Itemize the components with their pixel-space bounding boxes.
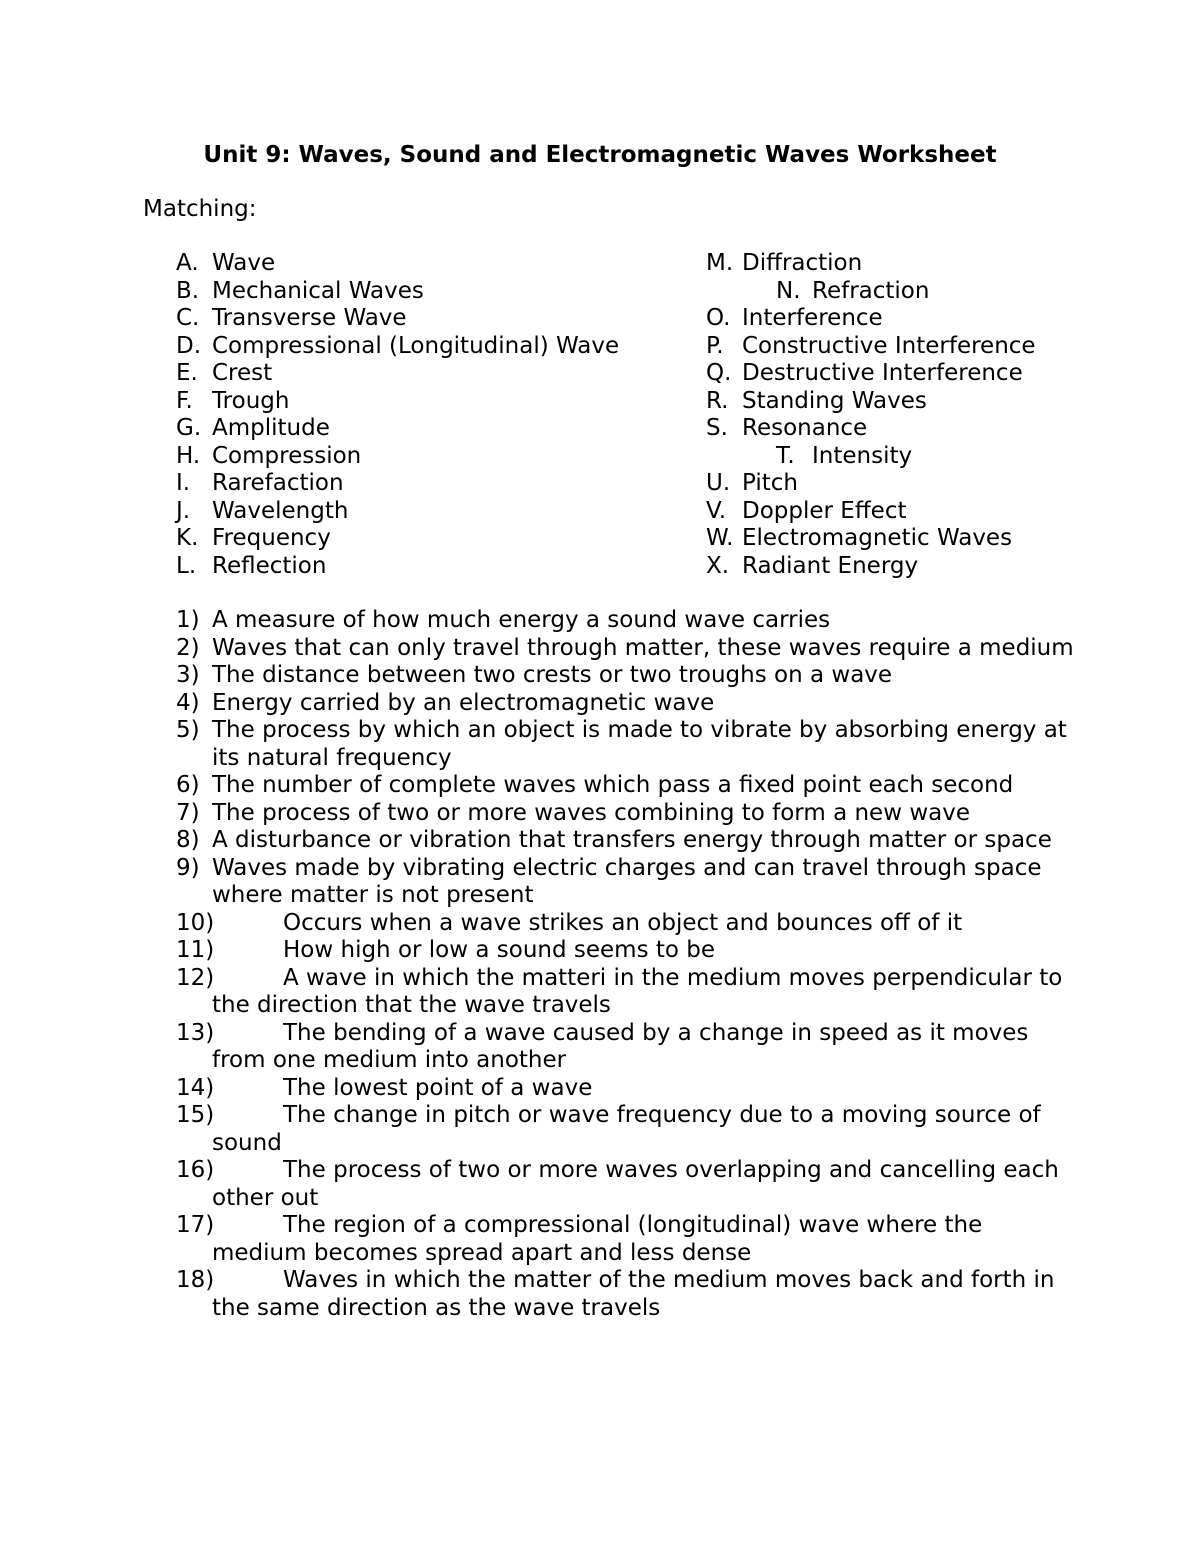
term-item <box>706 498 1036 526</box>
question-number: 9) <box>176 854 200 881</box>
term-letter: U. <box>706 470 731 496</box>
term-letter: N. <box>776 277 801 304</box>
term-letter: D. <box>176 332 202 359</box>
term-letter: C. <box>176 305 200 331</box>
term-letter: F. <box>176 387 193 414</box>
term-letter: J. <box>176 497 191 524</box>
question-text: The process by which an object is made to vibrate by absorbing energy at its natural frequency <box>212 717 1067 771</box>
term-text: Electromagnetic Waves <box>742 525 1013 551</box>
term-item <box>706 443 1036 471</box>
term-item <box>176 415 619 443</box>
term-text: Reflection <box>212 552 327 579</box>
question-text: A disturbance or vibration that transfers energy through matter or space <box>212 827 1052 853</box>
term-letter: K. <box>176 525 199 551</box>
question-text: The process of two or more waves combining to form a new wave <box>212 799 970 826</box>
term-item <box>706 553 1036 581</box>
term-text: Interference <box>742 305 883 331</box>
term-letter: P. <box>706 332 724 359</box>
question-number: 10) <box>176 909 215 936</box>
term-text: Amplitude <box>212 415 330 441</box>
question-number: 7) <box>176 799 200 826</box>
term-item <box>176 250 619 278</box>
question-text: The number of complete waves which pass a fixed point each second <box>212 772 1014 798</box>
question-text: A measure of how much energy a sound wave carries <box>212 607 831 633</box>
term-item <box>176 498 619 526</box>
term-item <box>706 278 1036 306</box>
question-text: Energy carried by an electromagnetic wave <box>212 689 715 716</box>
question-number: 11) <box>176 937 215 963</box>
term-text: Diffraction <box>742 250 863 276</box>
term-text: Standing Waves <box>742 387 927 414</box>
question-text: Waves in which the matter of the medium moves back and forth in the same direction as the wave travels <box>212 1267 1055 1321</box>
section-label: Matching: <box>143 196 257 222</box>
question-number: 8) <box>176 827 200 853</box>
page-title: Unit 9: Waves, Sound and Electromagnetic Waves Worksheet <box>203 142 997 168</box>
question-number: 18) <box>176 1267 215 1293</box>
term-text: Crest <box>212 360 273 386</box>
question-text: The change in pitch or wave frequency due to a moving source of sound <box>212 1102 1041 1156</box>
question-number: 4) <box>176 689 200 716</box>
term-item <box>176 443 619 471</box>
question-number: 15) <box>176 1102 215 1128</box>
term-letter: W. <box>706 525 734 551</box>
question-item <box>176 1020 1076 1075</box>
term-item <box>706 360 1036 388</box>
term-letter: L. <box>176 552 197 579</box>
question-number: 6) <box>176 772 200 798</box>
question-item <box>176 1102 1076 1157</box>
question-text: The region of a compressional (longitudinal) wave where the medium becomes spread apart and less dense <box>212 1212 983 1266</box>
question-item <box>176 1157 1076 1212</box>
term-letter: Q. <box>706 360 732 386</box>
question-number: 2) <box>176 634 200 661</box>
question-text: How high or low a sound seems to be <box>283 937 716 963</box>
question-item <box>176 855 1076 910</box>
question-text: The bending of a wave caused by a change in speed as it moves from one medium into another <box>212 1019 1029 1073</box>
term-item <box>706 525 1036 553</box>
term-letter: B. <box>176 277 200 304</box>
term-letter: M. <box>706 250 734 276</box>
question-number: 16) <box>176 1157 215 1183</box>
term-letter: S. <box>706 415 728 441</box>
question-list <box>176 607 1076 1322</box>
term-text: Destructive Interference <box>742 360 1023 386</box>
question-number: 14) <box>176 1074 215 1101</box>
question-item <box>176 1075 1076 1103</box>
question-text: Waves made by vibrating electric charges and can travel through space where matter is not present <box>212 854 1042 908</box>
term-item <box>176 360 619 388</box>
question-item <box>176 662 1076 690</box>
term-text: Intensity <box>812 442 913 469</box>
term-item <box>706 388 1036 416</box>
term-text: Wave <box>212 250 276 276</box>
question-number: 12) <box>176 964 215 991</box>
term-item <box>706 250 1036 278</box>
term-letter: T. <box>776 442 795 469</box>
term-letter: O. <box>706 305 731 331</box>
question-text: The process of two or more waves overlapping and cancelling each other out <box>212 1157 1059 1211</box>
term-item <box>706 470 1036 498</box>
term-text: Pitch <box>742 470 798 496</box>
term-letter: X. <box>706 552 730 579</box>
question-item <box>176 965 1076 1020</box>
question-item <box>176 800 1076 828</box>
question-text: The lowest point of a wave <box>283 1074 593 1101</box>
term-text: Constructive Interference <box>742 332 1036 359</box>
question-number: 3) <box>176 662 200 688</box>
term-item <box>706 415 1036 443</box>
term-list-right <box>706 250 1036 580</box>
term-text: Compression <box>212 442 362 469</box>
question-item <box>176 717 1076 772</box>
term-item <box>706 305 1036 333</box>
term-item <box>176 470 619 498</box>
term-item <box>706 333 1036 361</box>
question-text: The distance between two crests or two troughs on a wave <box>212 662 893 688</box>
term-text: Refraction <box>812 277 930 304</box>
term-letter: A. <box>176 250 199 276</box>
term-text: Compressional (Longitudinal) Wave <box>212 332 620 359</box>
term-letter: V. <box>706 497 727 524</box>
question-text: Waves that can only travel through matter, these waves require a medium <box>212 634 1074 661</box>
question-item <box>176 1212 1076 1267</box>
term-text: Trough <box>212 387 290 414</box>
term-item <box>176 388 619 416</box>
term-item <box>176 333 619 361</box>
question-item <box>176 772 1076 800</box>
question-item <box>176 910 1076 938</box>
term-list-left <box>176 250 619 580</box>
term-text: Rarefaction <box>212 470 344 496</box>
question-item <box>176 690 1076 718</box>
term-item <box>176 278 619 306</box>
question-item <box>176 827 1076 855</box>
term-text: Wavelength <box>212 497 349 524</box>
term-text: Radiant Energy <box>742 552 919 579</box>
question-item <box>176 607 1076 635</box>
question-text: A wave in which the matteri in the medium moves perpendicular to the direction that the wave travels <box>212 964 1063 1018</box>
term-text: Resonance <box>742 415 868 441</box>
question-number: 5) <box>176 717 200 743</box>
question-number: 1) <box>176 607 200 633</box>
term-text: Transverse Wave <box>212 305 407 331</box>
question-number: 17) <box>176 1212 215 1238</box>
question-item <box>176 1267 1076 1322</box>
term-text: Mechanical Waves <box>212 277 424 304</box>
term-text: Frequency <box>212 525 331 551</box>
term-letter: H. <box>176 442 201 469</box>
term-item <box>176 525 619 553</box>
term-letter: R. <box>706 387 729 414</box>
term-letter: E. <box>176 360 198 386</box>
question-item <box>176 635 1076 663</box>
question-number: 13) <box>176 1019 215 1046</box>
term-text: Doppler Effect <box>742 497 907 524</box>
question-item <box>176 937 1076 965</box>
term-letter: G. <box>176 415 202 441</box>
term-item <box>176 305 619 333</box>
term-item <box>176 553 619 581</box>
question-text: Occurs when a wave strikes an object and bounces off of it <box>283 909 963 936</box>
term-letter: I. <box>176 470 191 496</box>
